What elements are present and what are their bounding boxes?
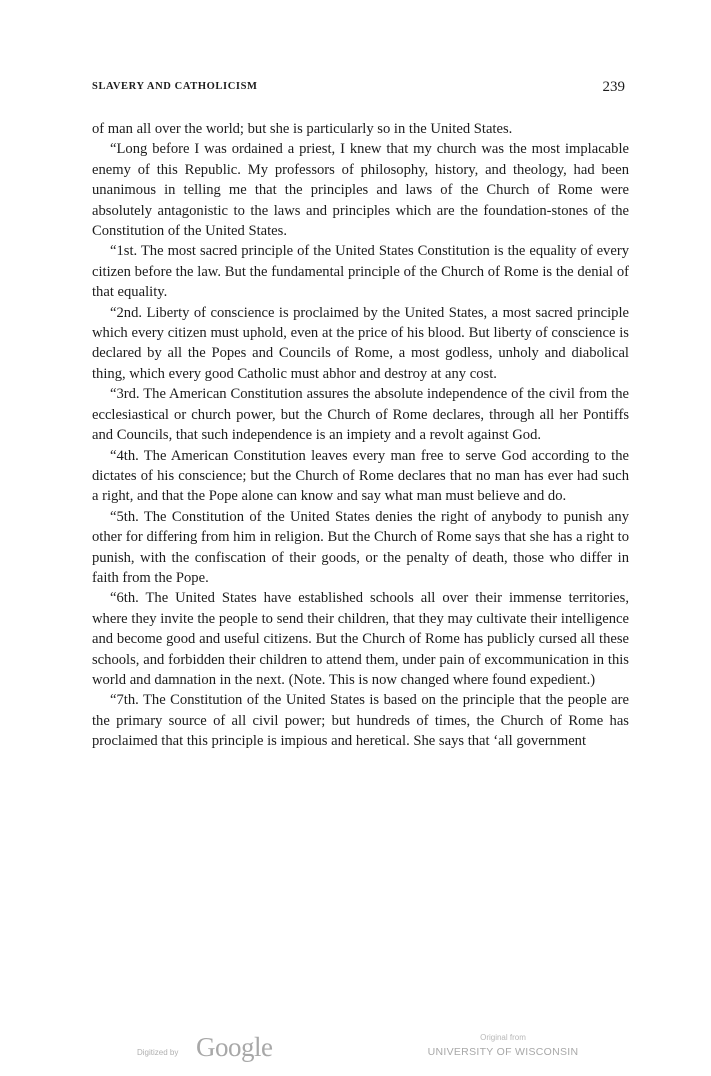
paragraph-first-principle: “1st. The most sacred principle of the United States Constitution is the equality of every citizen before the law. But the fundamental principle of the Church of Rome is the denial of that equality.	[92, 243, 629, 301]
google-logo: Google	[196, 1032, 273, 1062]
paragraph-fourth-principle: “4th. The American Constitution leaves every man free to serve God according to the dictates of his conscience; but the Church of Rome declares that no man has ever had such a right, and that the Pope alone can know and say what man must believe and do.	[92, 447, 629, 505]
original-from-label: Original from	[480, 1033, 526, 1042]
paragraph-third-principle: “3rd. The American Constitution assures the absolute independence of the civil from the ecclesiastical or church power, but the Church of Rome declares, through all her Pontiffs and Councils, that such independence is an impiety and a revolt against God.	[92, 386, 629, 444]
paragraph-second-principle: “2nd. Liberty of conscience is proclaimed by the United States, a most sacred principle which every citizen must uphold, even at the price of his blood. But liberty of conscience is declared by all the Popes and Councils of Rome, a most godless, unholy and diabolical thing, which every good Catholic must abhor and destroy at any cost.	[92, 304, 629, 382]
digitization-footer	[0, 1030, 711, 1070]
paragraph-seventh-principle: “7th. The Constitution of the United States is based on the principle that the people are the primary source of all civil power; but hundreds of times, the Church of Rome has proclaimed that this principle is impious and heretical. She says that ‘all government	[92, 692, 629, 750]
running-title: SLAVERY AND CATHOLICISM	[92, 81, 258, 92]
body-text	[92, 119, 629, 752]
paragraph-priest-ordained: “Long before I was ordained a priest, I knew that my church was the most implacable enemy of this Republic. My professors of philosophy, history, and theology, had been unanimous in telling me that the principles and laws of the Church of Rome were absolutely antagonistic to the laws and principles which are the foundation-stones of the Constitution of the United States.	[92, 141, 629, 240]
running-head	[92, 79, 627, 99]
university-label: UNIVERSITY OF WISCONSIN	[427, 1046, 579, 1058]
digitized-by-label: Digitized by	[137, 1048, 179, 1057]
paragraph-continued: of man all over the world; but she is particularly so in the United States.	[92, 121, 513, 137]
paragraph-sixth-principle: “6th. The United States have established schools all over their immense territories, where they invite the people to send their children, that they may cultivate their intelligence and become good and useful citizens. But the Church of Rome has publicly cursed all these schools, and forbidden their children to attend them, under pain of excommunication in this world and damnation in the next. (Note. This is now changed where found expedient.)	[92, 590, 629, 688]
paragraph-fifth-principle: “5th. The Constitution of the United States denies the right of anybody to punish any other for differing from him in religion. But the Church of Rome says that she has a right to punish, with the confiscation of their goods, or the penalty of death, those who differ in faith from the Pope.	[92, 508, 629, 586]
page-number: 239	[602, 79, 625, 95]
